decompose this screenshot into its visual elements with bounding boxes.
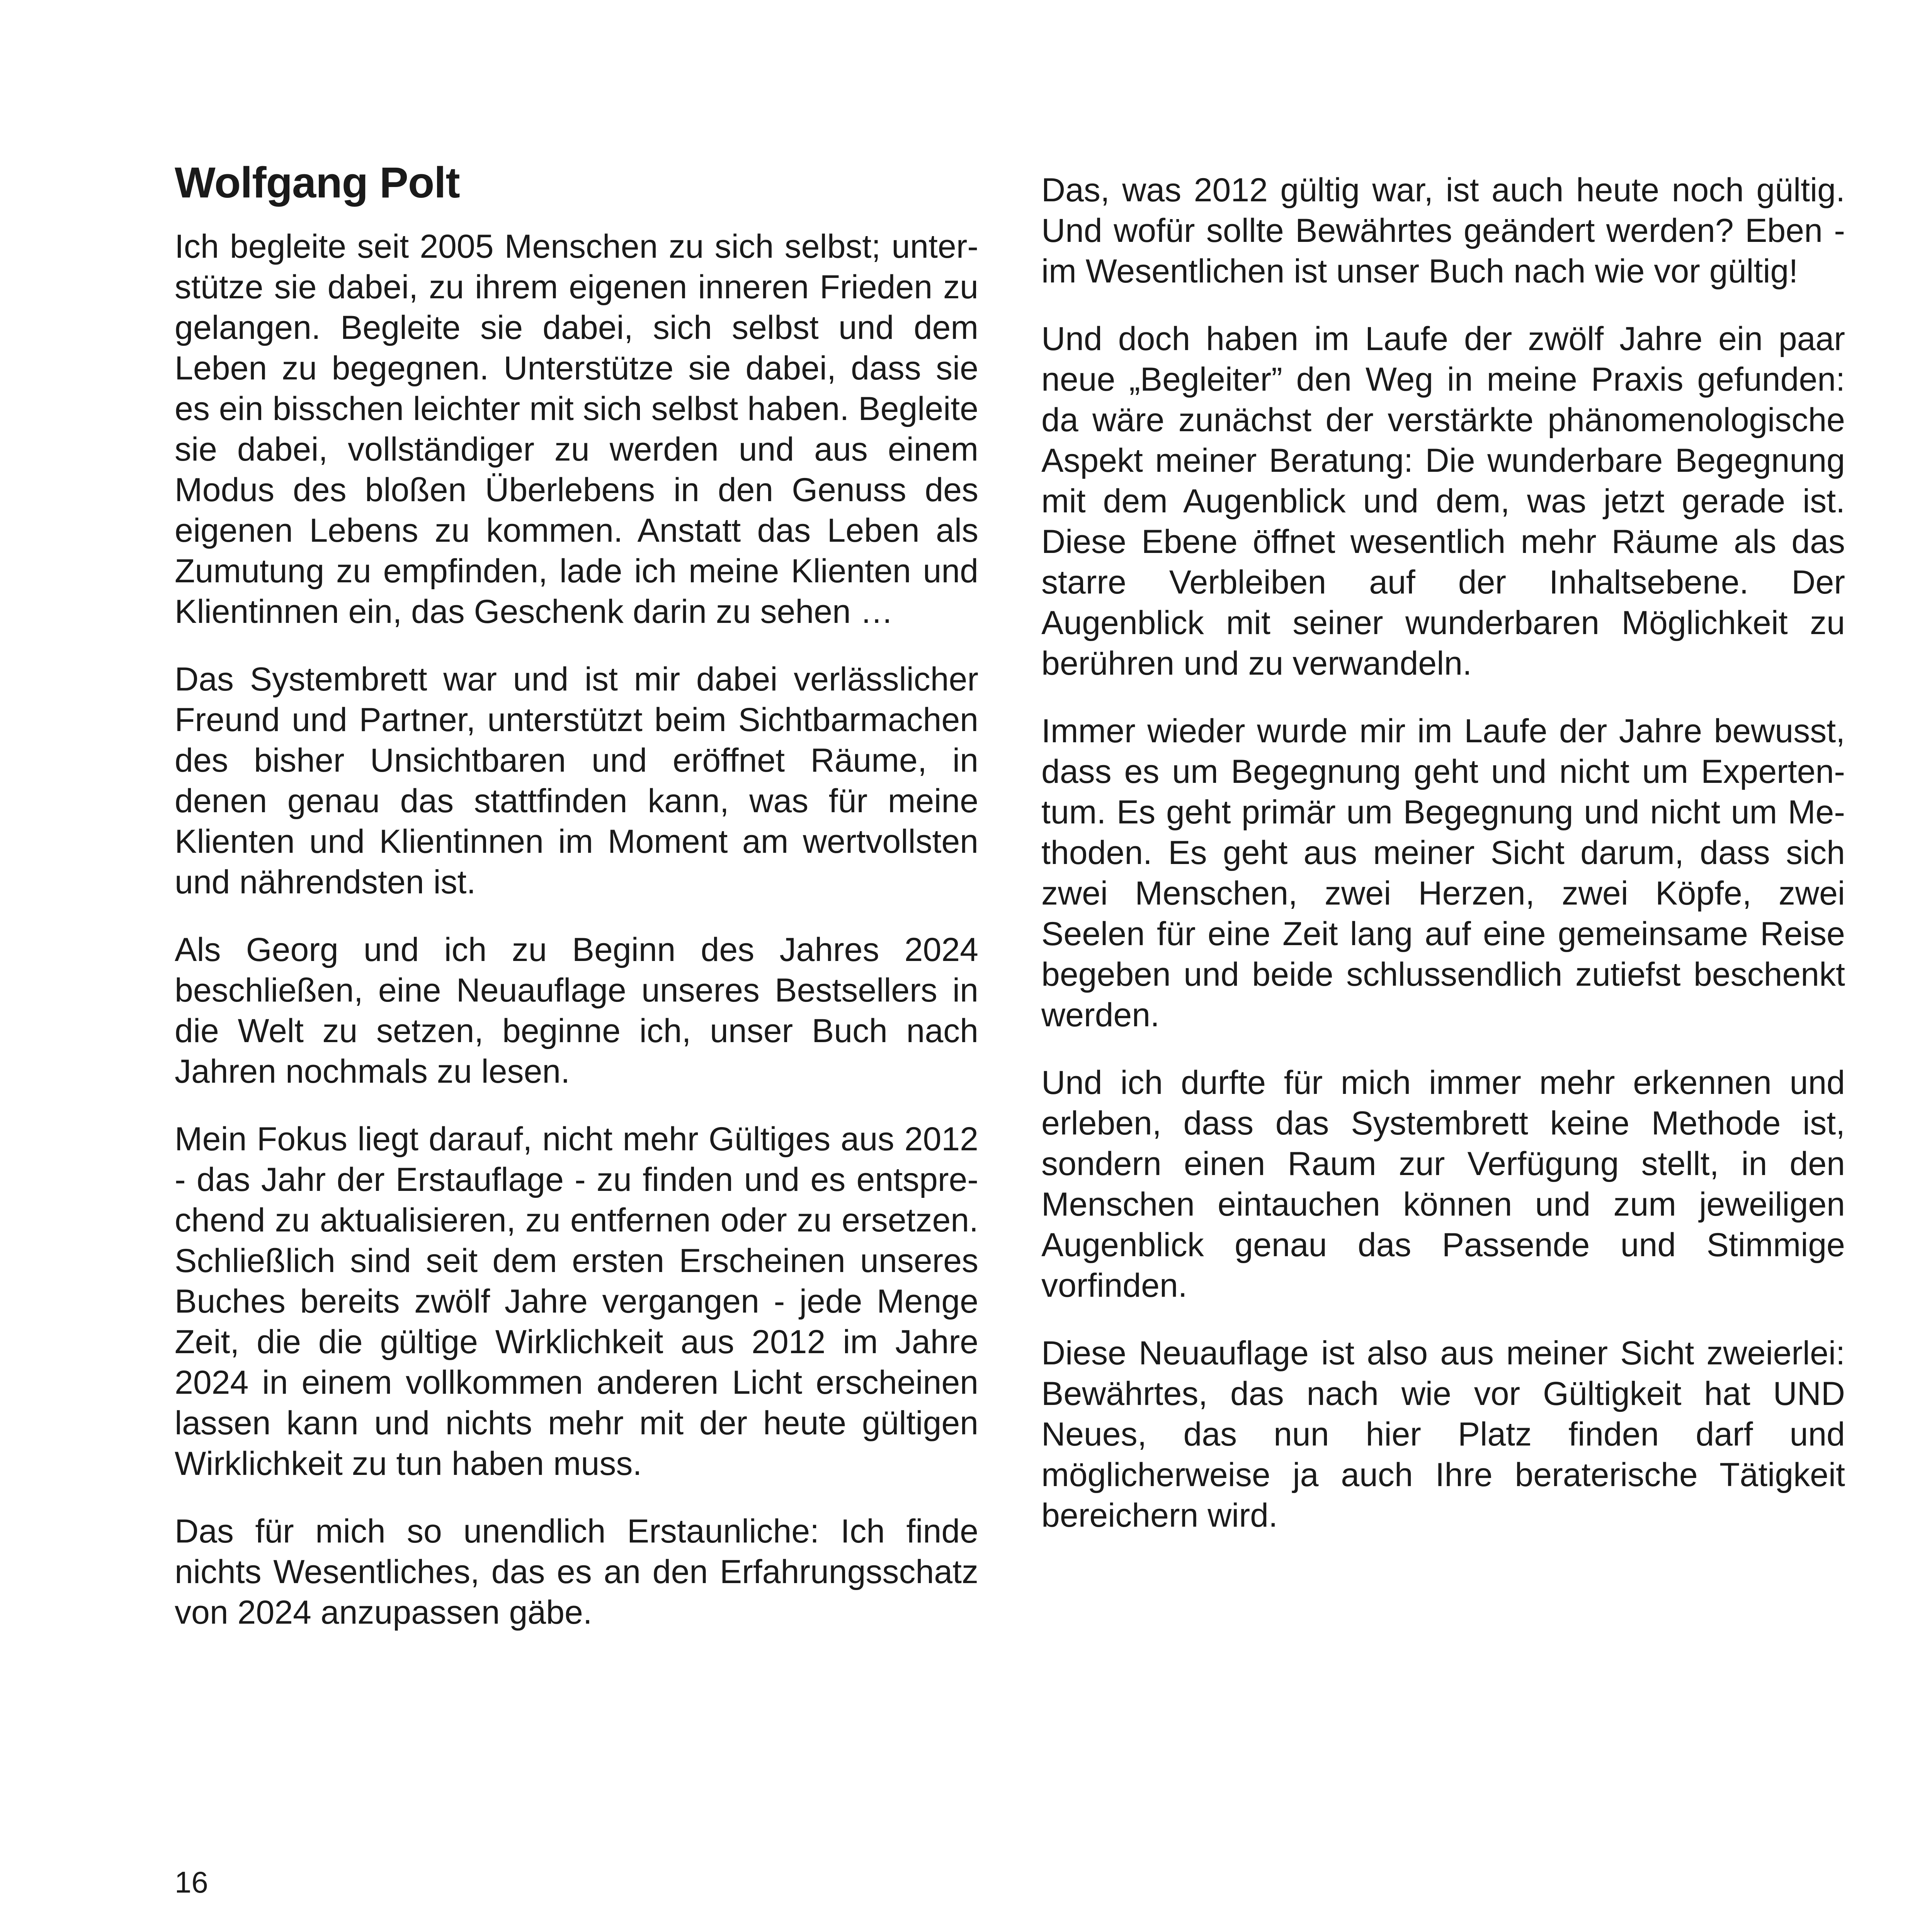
paragraph: Mein Fokus liegt darauf, nicht mehr Gültiges aus 2012 - das Jahr der Erstauflage - zu finden und es entsprechend zu aktualisieren, zu entfernen oder zu ersetzen. Schließlich sind seit dem ersten Erscheinen unseres Buches bereits zwölf Jahre vergangen - jede Menge Zeit, die die gültige Wirklichkeit aus 2012 im Jahre 2024 in einem vollkommen anderen Licht erscheinen lassen kann und nichts mehr mit der heute gültigen Wirklichkeit zu tun haben muss.: [175, 1121, 978, 1482]
paragraph: Und ich durfte für mich immer mehr erkennen und erleben, dass das Systembrett keine Methode ist, sondern einen Raum zur Verfügung stellt, in den Menschen eintauchen können und zum jeweiligen Augenblick genau das Passende und Stimmige vorfinden.: [1041, 1064, 1845, 1304]
paragraph: Als Georg und ich zu Beginn des Jahres 2024 beschließen, eine Neuauflage unseres Bestsellers in die Welt zu setzen, beginne ich, unser Buch nach Jahren nochmals zu lesen.: [175, 931, 978, 1090]
author-heading: Wolfgang Polt: [175, 158, 460, 207]
paragraph: Diese Neuauflage ist also aus meiner Sicht zweierlei: Bewährtes, das nach wie vor Gültigkeit hat UND Neues, das nun hier Platz finden darf und möglicherweise ja auch Ihre beraterische Tätigkeit bereichern wird.: [1041, 1335, 1845, 1534]
paragraph: Und doch haben im Laufe der zwölf Jahre ein paar neue „Begleiter” den Weg in meine Praxis gefunden: da wäre zunächst der verstärkte phänomenologische Aspekt meiner Beratung: Die wunderbare Begegnung mit dem Augenblick und dem, was jetzt gerade ist. Diese Ebene öffnet wesentlich mehr Räume als das starre Verbleiben auf der Inhaltsebene. Der Augenblick mit seiner wunderbaren Möglichkeit zu berühren und zu verwandeln.: [1041, 320, 1845, 682]
paragraph: Das Systembrett war und ist mir dabei verlässlicher Freund und Partner, unterstützt beim Sichtbarmachen des bisher Unsichtbaren und eröffnet Räume, in denen genau das stattfinden kann, was für meine Klienten und Klientinnen im Moment am wertvollsten und nährendsten ist.: [175, 661, 978, 901]
paragraph: Das für mich so unendlich Erstaunliche: Ich finde nichts Wesentliches, das es an den Erfahrungsschatz von 2024 anzupassen gäbe.: [175, 1513, 978, 1631]
paragraph: Das, was 2012 gültig war, ist auch heute noch gültig. Und wofür sollte Bewährtes geändert werden? Eben - im Wesentlichen ist unser Buch nach wie vor gültig!: [1041, 172, 1845, 290]
left-column: [175, 158, 978, 1660]
page-number: 16: [175, 1865, 208, 1899]
right-column: [1041, 170, 1845, 1563]
paragraph: Immer wieder wurde mir im Laufe der Jahre bewusst, dass es um Begegnung geht und nicht um Expertentum. Es geht primär um Begegnung und nicht um Methoden. Es geht aus meiner Sicht darum, dass sich zwei Menschen, zwei Herzen, zwei Köpfe, zwei Seelen für eine Zeit lang auf eine gemeinsame Reise begeben und beide schlussendlich zutiefst beschenkt werden.: [1041, 713, 1845, 1034]
paragraph: Ich begleite seit 2005 Menschen zu sich selbst; unterstütze sie dabei, zu ihrem eigenen inneren Frieden zu gelangen. Begleite sie dabei, sich selbst und dem Leben zu begegnen. Unterstütze sie dabei, dass sie es ein bisschen leichter mit sich selbst haben. Begleite sie dabei, vollständiger zu werden und aus einem Modus des bloßen Überlebens in den Genuss des eigenen Lebens zu kommen. Anstatt das Leben als Zumutung zu empfinden, lade ich meine Klienten und Klientinnen ein, das Geschenk darin zu sehen …: [175, 228, 978, 630]
